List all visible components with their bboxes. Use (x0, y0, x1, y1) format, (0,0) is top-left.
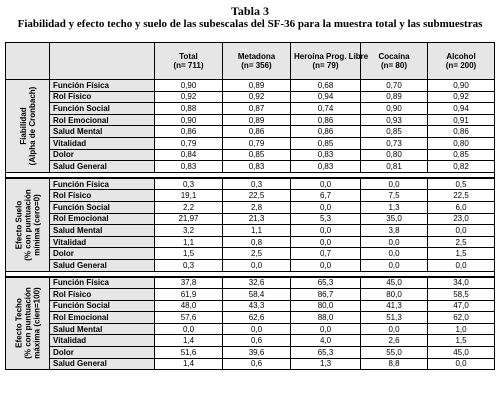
value-cell: 0,83 (291, 149, 361, 161)
row-label: Rol Físico (50, 190, 155, 202)
table-row (6, 277, 495, 289)
value-cell: 3,8 (361, 225, 428, 237)
column-header (428, 43, 495, 80)
row-label: Función Social (50, 103, 155, 115)
value-cell: 39,6 (223, 347, 291, 359)
value-cell: 0,3 (223, 178, 291, 190)
value-cell: 0,92 (428, 91, 495, 103)
row-label: Función Física (50, 178, 155, 190)
value-cell: 0,83 (155, 161, 223, 173)
table-row (6, 236, 495, 248)
row-label: Rol Emocional (50, 312, 155, 324)
value-cell: 0,0 (223, 323, 291, 335)
value-cell: 0,92 (155, 91, 223, 103)
section-label-text (14, 288, 41, 360)
column-n: (n= 711) (173, 61, 204, 70)
table-row (6, 137, 495, 149)
value-cell: 0,90 (361, 103, 428, 115)
value-cell: 51,6 (155, 347, 223, 359)
value-cell: 32,6 (223, 277, 291, 289)
value-cell: 55,0 (361, 347, 428, 359)
column-name: Heroína Prog. Libre (294, 52, 369, 61)
row-label: Salud Mental (50, 323, 155, 335)
column-name: Metadona (237, 52, 276, 61)
header-row (6, 43, 495, 80)
value-cell: 0,74 (291, 103, 361, 115)
table-row (6, 161, 495, 173)
value-cell: 0,79 (223, 137, 291, 149)
value-cell: 0,5 (428, 178, 495, 190)
value-cell: 2,5 (428, 236, 495, 248)
section-label-text (19, 87, 37, 166)
value-cell: 6,0 (428, 201, 495, 213)
section-label-line: (Alpha de Cronbach) (27, 86, 37, 166)
section-label (6, 80, 50, 173)
value-cell: 5,3 (291, 213, 361, 225)
value-cell: 19,1 (155, 190, 223, 202)
sf36-table (5, 42, 495, 370)
table-row (6, 358, 495, 370)
row-label: Dolor (50, 347, 155, 359)
value-cell: 0,0 (155, 323, 223, 335)
row-label: Dolor (50, 149, 155, 161)
header-blank (6, 43, 50, 80)
row-label: Rol Emocional (50, 213, 155, 225)
section-label-line: máxima (cien=100) (32, 287, 41, 360)
value-cell: 57,6 (155, 312, 223, 324)
value-cell: 0,87 (223, 103, 291, 115)
value-cell: 1,0 (428, 323, 495, 335)
value-cell: 0,88 (155, 103, 223, 115)
value-cell: 0,90 (428, 80, 495, 92)
value-cell: 0,0 (361, 178, 428, 190)
value-cell: 0,0 (291, 178, 361, 190)
value-cell: 80,0 (361, 289, 428, 301)
value-cell: 21,97 (155, 213, 223, 225)
value-cell: 86,7 (291, 289, 361, 301)
row-label: Rol Emocional (50, 114, 155, 126)
table-row (6, 289, 495, 301)
value-cell: 0,85 (428, 149, 495, 161)
table-number: Tabla 3 (231, 4, 269, 18)
value-cell: 6,7 (291, 190, 361, 202)
value-cell: 45,0 (428, 347, 495, 359)
row-label: Función Física (50, 277, 155, 289)
value-cell: 0,89 (223, 80, 291, 92)
column-header (155, 43, 223, 80)
value-cell: 0,85 (361, 126, 428, 138)
value-cell: 0,0 (291, 225, 361, 237)
column-n: (n= 200) (445, 61, 477, 70)
value-cell: 0,0 (291, 236, 361, 248)
section-label (6, 277, 50, 370)
value-cell: 0,86 (223, 126, 291, 138)
value-cell: 62,0 (428, 312, 495, 324)
value-cell: 0,6 (223, 358, 291, 370)
value-cell: 21,3 (223, 213, 291, 225)
table-row (6, 114, 495, 126)
table-row (6, 323, 495, 335)
value-cell: 1,1 (155, 236, 223, 248)
section-label-line: Fiabilidad (18, 107, 28, 145)
value-cell: 0,90 (155, 114, 223, 126)
value-cell: 88,0 (291, 312, 361, 324)
value-cell: 0,73 (361, 137, 428, 149)
table-row (6, 201, 495, 213)
section-label-text (14, 189, 41, 261)
value-cell: 48,0 (155, 300, 223, 312)
column-n: (n= 80) (380, 61, 407, 70)
value-cell: 0,89 (361, 91, 428, 103)
value-cell: 0,89 (223, 114, 291, 126)
value-cell: 3,2 (155, 225, 223, 237)
column-name: Cocaína (378, 52, 410, 61)
row-label: Salud Mental (50, 126, 155, 138)
value-cell: 35,0 (361, 213, 428, 225)
value-cell: 1,1 (223, 225, 291, 237)
table-row (6, 225, 495, 237)
table-row (6, 335, 495, 347)
value-cell: 37,8 (155, 277, 223, 289)
value-cell: 0,70 (361, 80, 428, 92)
value-cell: 0,0 (291, 323, 361, 335)
value-cell: 4,0 (291, 335, 361, 347)
row-label: Vitalidad (50, 236, 155, 248)
row-label: Dolor (50, 248, 155, 260)
row-label: Vitalidad (50, 137, 155, 149)
row-label: Salud Mental (50, 225, 155, 237)
row-label: Vitalidad (50, 335, 155, 347)
section-label-line: Efecto Techo (14, 298, 23, 349)
table-row (6, 190, 495, 202)
value-cell: 0,0 (428, 225, 495, 237)
value-cell: 0,7 (291, 248, 361, 260)
table-row (6, 103, 495, 115)
value-cell: 0,90 (155, 80, 223, 92)
value-cell: 62,6 (223, 312, 291, 324)
value-cell: 22,5 (223, 190, 291, 202)
value-cell: 1,5 (155, 248, 223, 260)
row-label: Rol Físico (50, 289, 155, 301)
row-label: Función Física (50, 80, 155, 92)
value-cell: 2,2 (155, 201, 223, 213)
value-cell: 23,0 (428, 213, 495, 225)
value-cell: 0,85 (223, 149, 291, 161)
value-cell: 0,82 (428, 161, 495, 173)
value-cell: 47,0 (428, 300, 495, 312)
table-row (6, 178, 495, 190)
value-cell: 1,3 (291, 358, 361, 370)
value-cell: 1,4 (155, 335, 223, 347)
value-cell: 61,9 (155, 289, 223, 301)
value-cell: 2,5 (223, 248, 291, 260)
table-row (6, 91, 495, 103)
table-row (6, 312, 495, 324)
value-cell: 43,3 (223, 300, 291, 312)
value-cell: 0,83 (291, 161, 361, 173)
value-cell: 0,8 (223, 236, 291, 248)
value-cell: 65,3 (291, 347, 361, 359)
column-header (291, 43, 369, 80)
value-cell: 34,0 (428, 277, 495, 289)
value-cell: 0,3 (155, 259, 223, 271)
row-label: Salud General (50, 358, 155, 370)
value-cell: 2,6 (361, 335, 428, 347)
section-label-line: (% con puntuación (23, 188, 32, 261)
section-label (6, 178, 50, 271)
value-cell: 0,93 (361, 114, 428, 126)
value-cell: 0,80 (361, 149, 428, 161)
value-cell: 0,0 (223, 259, 291, 271)
value-cell: 65,3 (291, 277, 361, 289)
row-label: Función Social (50, 300, 155, 312)
value-cell: 0,0 (361, 248, 428, 260)
value-cell: 51,3 (361, 312, 428, 324)
value-cell: 0,0 (428, 259, 495, 271)
value-cell: 58,5 (428, 289, 495, 301)
row-label: Salud General (50, 161, 155, 173)
table-row (6, 248, 495, 260)
table-caption: Fiabilidad y efecto techo y suelo de las subescalas del SF-36 para la muestra total y las submuestras (17, 18, 483, 30)
value-cell: 1,5 (428, 335, 495, 347)
column-name: Alcohol (446, 52, 476, 61)
value-cell: 0,0 (361, 323, 428, 335)
value-cell: 7,5 (361, 190, 428, 202)
value-cell: 1,3 (361, 201, 428, 213)
value-cell: 0,92 (223, 91, 291, 103)
value-cell: 22,5 (428, 190, 495, 202)
value-cell: 0,0 (361, 236, 428, 248)
value-cell: 0,94 (428, 103, 495, 115)
value-cell: 0,84 (155, 149, 223, 161)
section-label-line: Efecto Suelo (14, 200, 23, 249)
value-cell: 0,83 (223, 161, 291, 173)
table-row (6, 80, 495, 92)
column-n: (n= 79) (312, 61, 339, 70)
value-cell: 8,8 (361, 358, 428, 370)
value-cell: 0,86 (428, 126, 495, 138)
value-cell: 41,3 (361, 300, 428, 312)
value-cell: 0,91 (428, 114, 495, 126)
table-body (6, 80, 495, 370)
value-cell: 0,79 (155, 137, 223, 149)
table-row (6, 149, 495, 161)
row-label: Salud General (50, 259, 155, 271)
header-blank (50, 43, 155, 80)
value-cell: 0,85 (291, 137, 361, 149)
table-row (6, 259, 495, 271)
value-cell: 2,8 (223, 201, 291, 213)
value-cell: 0,81 (361, 161, 428, 173)
value-cell: 58,4 (223, 289, 291, 301)
value-cell: 1,5 (428, 248, 495, 260)
value-cell: 0,80 (428, 137, 495, 149)
column-name: Total (179, 52, 198, 61)
table-row (6, 213, 495, 225)
table-row (6, 347, 495, 359)
column-header (223, 43, 291, 80)
value-cell: 0,68 (291, 80, 361, 92)
table-row (6, 126, 495, 138)
value-cell: 0,86 (155, 126, 223, 138)
value-cell: 0,0 (428, 358, 495, 370)
value-cell: 0,86 (291, 114, 361, 126)
value-cell: 45,0 (361, 277, 428, 289)
value-cell: 0,6 (223, 335, 291, 347)
section-label-line: (% con puntuación (23, 287, 32, 360)
value-cell: 0,3 (155, 178, 223, 190)
row-label: Función Social (50, 201, 155, 213)
value-cell: 80,0 (291, 300, 361, 312)
value-cell: 0,0 (361, 259, 428, 271)
column-header (361, 43, 428, 80)
value-cell: 1,4 (155, 358, 223, 370)
value-cell: 0,0 (291, 259, 361, 271)
table-row (6, 300, 495, 312)
column-n: (n= 356) (241, 61, 272, 70)
value-cell: 0,0 (291, 201, 361, 213)
value-cell: 0,94 (291, 91, 361, 103)
section-label-line: mínima (cero=0) (32, 193, 41, 256)
row-label: Rol Físico (50, 91, 155, 103)
value-cell: 0,86 (291, 126, 361, 138)
